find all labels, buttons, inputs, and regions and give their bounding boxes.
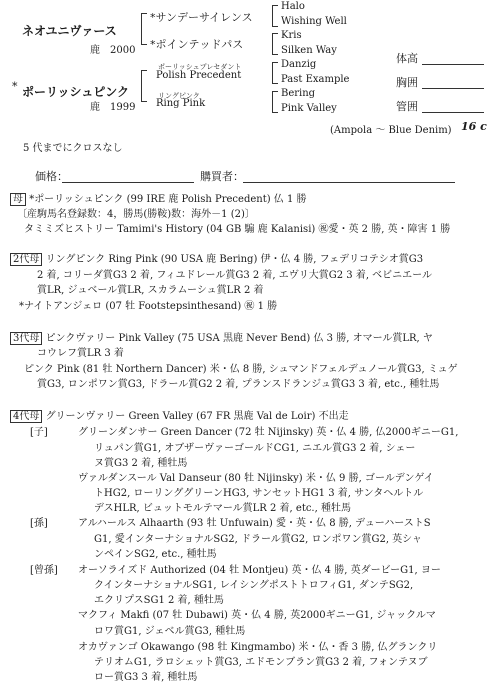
sd-name: *ポインテッドパス xyxy=(150,38,244,51)
gen4-head: 4代母 グリーンヴァリー Green Valley (67 FR 黒鹿 Val de Loir) 不出走 xyxy=(10,407,349,422)
gen2-line-1: 2代母 リングピンク Ring Pink (90 USA 鹿 Bering) 伊・仏 4 勝, フェデリコテシオ賞G3 xyxy=(10,250,423,265)
gen2-line-2: 2 着, コリーダ賞G3 2 着, フィユドレール賞G3 2 着, エヴリ大賞G2 3 着, ベビニエール xyxy=(37,270,432,281)
gen2-label: 2代母 xyxy=(10,253,42,266)
dam-foal: タミミズヒストリー Tamimi's History (04 GB 騸 鹿 Kalanisi) ㊗愛・英 2 勝, 英・障害 1 勝 xyxy=(24,224,451,235)
gen4-line-1: グリーンダンサー Green Dancer (72 牡 Nijinsky) 英・仏 4 勝, 仏2000ギニーG1, xyxy=(78,427,459,438)
ds-name: Polish Precedent xyxy=(156,70,242,81)
sire-name: ネオユニヴァース xyxy=(22,24,117,38)
price-label: 価格： xyxy=(35,170,68,183)
tag-child: [子] xyxy=(30,427,48,438)
g3-bracket-4 xyxy=(272,91,278,113)
gen4-line-7: アルハールス Alhaarth (93 牡 Unfuwain) 愛・英・仏 8 勝, デューハーストS xyxy=(78,518,431,529)
gen4-line-6: デスHLR, ビュットモルテマール賞LR 2 着, etc., 種牡馬 xyxy=(94,503,351,514)
dd-name: Ring Pink xyxy=(156,98,206,109)
dam-info: 鹿 1999 xyxy=(90,102,136,113)
tag-greatgrandchild: [曾孫] xyxy=(30,565,58,576)
cross-note: 5 代までにクロスなし xyxy=(23,143,123,154)
buyer-label: 購買者： xyxy=(200,170,244,183)
dam-stats: 〔産駒馬名登録数：4，勝馬(勝鞍)数：海外－1 (2)〕 xyxy=(17,209,255,220)
gen4-line-4: ヴァルダンスール Val Danseur (80 牡 Nijinsky) 米・仏 9 勝, ゴールデンゲイ xyxy=(78,473,434,484)
ds-ruby: ポーリッシュプレセダント xyxy=(158,63,242,71)
tag-grandchild: [孫] xyxy=(30,518,48,529)
g3-3: Kris xyxy=(281,30,302,41)
sire-info: 鹿 2000 xyxy=(90,45,136,56)
gen3-line-4: 賞G3, ロンポワン賞G3, ドラール賞G2 2 着, プランスドランジュ賞G3 3 着, etc., 種牡馬 xyxy=(37,379,440,390)
measure-girth: 胸囲 xyxy=(396,76,418,89)
index-code: 16 c xyxy=(461,120,487,133)
gen4-line-5: トHG2, ローリンググリーンHG3, サンセットHG1 3 着, サンタヘルトル xyxy=(94,488,424,499)
dam-prefix: * xyxy=(12,80,18,93)
g3-bracket-2 xyxy=(272,33,278,55)
gen4-line-14: ロワ賞G1, ジェベル賞G3, 種牡馬 xyxy=(94,626,246,637)
gen4-line-17: ロー賞G3 3 着, 種牡馬 xyxy=(94,672,198,683)
gen4-line-12: エクリプスSG1 2 着, 種牡馬 xyxy=(94,595,224,606)
g3-6: Past Example xyxy=(281,74,350,85)
dam-section-head: 母 *ポーリッシュピンク (99 IRE 鹿 Polish Precedent) 仏 1 勝 xyxy=(10,190,307,205)
buyer-line xyxy=(243,182,455,183)
gen4-line-9: ンペインSG2, etc., 種牡馬 xyxy=(94,549,217,560)
gen4-line-10: オーソライズド Authorized (04 牡 Montjeu) 英・仏 4 勝, 英ダービーG1, ヨー xyxy=(78,565,441,576)
price-line xyxy=(62,182,194,183)
gen4-label: 4代母 xyxy=(10,410,42,423)
gen4-line-15: オカヴァンゴ Okawango (98 牡 Kingmambo) 米・仏・香 3 勝, 仏グランクリ xyxy=(78,642,438,653)
gen3-label: 3代母 xyxy=(10,332,42,345)
g3-5: Danzig xyxy=(281,59,317,70)
measure-height: 体高 xyxy=(396,52,418,65)
inbreeding-note: (Ampola ～ Blue Denim) xyxy=(330,125,452,136)
gen3-line-2: コウレフ賞LR 3 着 xyxy=(37,348,124,359)
gen4-line-11: クインターナショナルSG1, レイシングポストトロフィG1, ダンテSG2, xyxy=(94,580,414,591)
g3-4: Silken Way xyxy=(281,45,337,56)
gen3-line-3: ピンク Pink (81 牡 Northern Dancer) 米・仏 8 勝, シュマンドフェルデュノール賞G3, ミュゲ xyxy=(24,364,458,375)
gen4-line-16: テリオムG1, ラロシェット賞G3, エドモンブラン賞G3 2 着, フォンテヌブ xyxy=(94,657,428,668)
measure-cannon-line xyxy=(422,112,484,113)
sire-bracket xyxy=(141,13,147,45)
measure-cannon: 管囲 xyxy=(396,100,418,113)
dam-name: ポーリッシュピンク xyxy=(22,85,130,99)
gen4-line-13: マクフィ Makfi (07 牡 Dubawi) 英・仏 4 勝, 英2000ギニーG1, ジャックルマ xyxy=(78,610,436,621)
gen2-line-3: 賞LR, ジュベール賞LR, スカラムーシュ賞LR 2 着 xyxy=(37,285,264,296)
gen2-line-4: *ナイトアンジェロ (07 牡 Footstepsinthesand) ㊗ 1 勝 xyxy=(19,301,278,312)
gen4-line-3: ヌ賞G3 2 着, 種牡馬 xyxy=(94,458,188,469)
g3-8: Pink Valley xyxy=(281,103,337,114)
measure-height-line xyxy=(422,64,484,65)
g3-1: Halo xyxy=(281,1,305,12)
g3-bracket-3 xyxy=(272,62,278,84)
dam-label: 母 xyxy=(10,193,26,206)
measure-girth-line xyxy=(422,88,484,89)
g3-2: Wishing Well xyxy=(281,16,347,27)
dam-bracket xyxy=(141,70,147,102)
g3-7: Bering xyxy=(281,88,316,99)
ss-name: *サンデーサイレンス xyxy=(150,11,253,24)
dd-ruby: リングピンク xyxy=(158,92,200,100)
gen4-line-2: リュパン賞G1, オブザーヴァーゴールドCG1, ニエル賞G3 2 着, シェー xyxy=(94,443,416,454)
g3-bracket-1 xyxy=(272,5,278,27)
gen3-line-1: 3代母 ピンクヴァリー Pink Valley (75 USA 黒鹿 Never Bend) 仏 3 勝, オマール賞LR, ヤ xyxy=(10,329,433,344)
gen4-line-8: G1, 愛インターナショナルSG2, ドラール賞G2, ロンポワン賞G2, 英シャ xyxy=(94,534,422,545)
